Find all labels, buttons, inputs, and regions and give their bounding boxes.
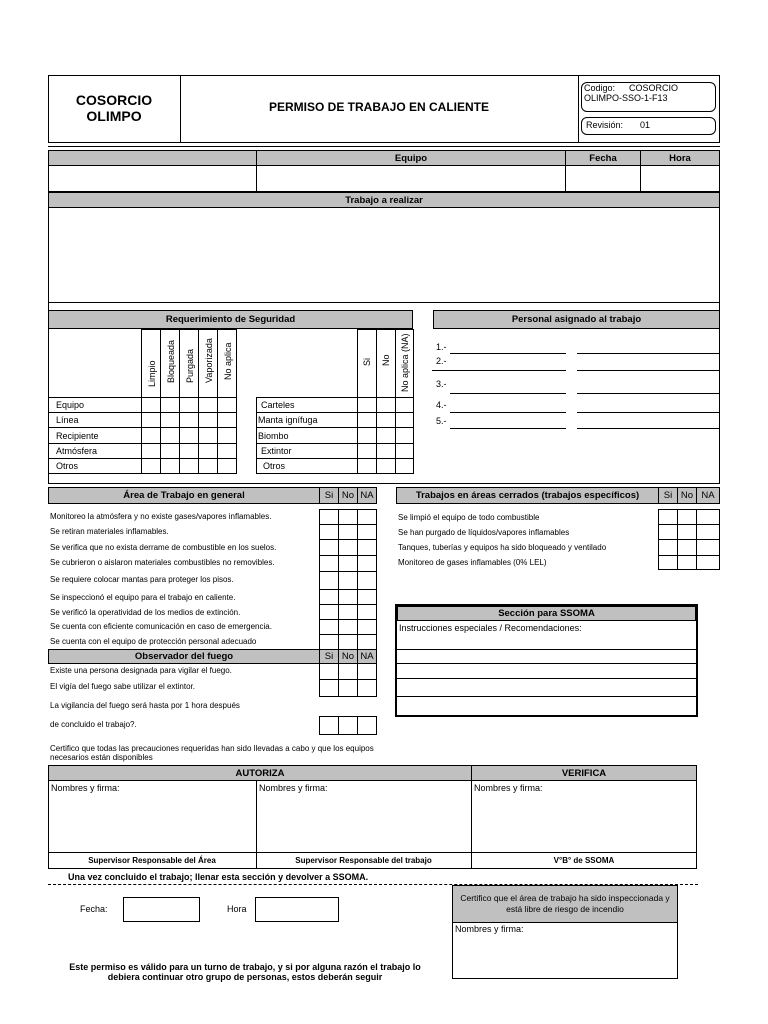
rule	[319, 524, 377, 525]
divider	[141, 397, 142, 474]
requirements-header: Requerimiento de Seguridad	[48, 310, 413, 329]
obs-check-grid-2[interactable]	[319, 716, 377, 735]
obs-na: NA	[357, 649, 377, 664]
area-item-1: Monitoreo la atmósfera y no existe gases/vapores inflamables.	[50, 512, 272, 521]
ssoma-line[interactable]	[397, 696, 696, 697]
area-check-grid[interactable]	[319, 509, 377, 650]
req-row-otros2: Otros	[263, 461, 286, 471]
rule	[256, 443, 414, 444]
obs-item-2: El vigía del fuego sabe utilizar el extintor.	[50, 682, 195, 691]
col-bloqueada: Bloqueada	[166, 339, 176, 383]
rule	[319, 619, 377, 620]
company-name: COSORCIO OLIMPO	[75, 92, 153, 124]
area-item-9: Se cuenta con el equipo de protección personal adecuado	[50, 637, 257, 646]
autoriza-header: AUTORIZA	[48, 765, 472, 781]
nombres-trabajo: Nombres y firma:	[259, 783, 328, 793]
ssoma-line[interactable]	[397, 663, 696, 664]
divider	[338, 716, 339, 735]
ssoma-line[interactable]	[397, 649, 696, 650]
cerrados-item-1: Se limpió el equipo de todo combustible	[398, 513, 540, 522]
cerrados-no: No	[677, 487, 697, 504]
rule	[319, 634, 377, 635]
personal-line[interactable]	[432, 370, 566, 371]
personal-line[interactable]	[577, 353, 720, 354]
area-item-6: Se inspeccionó el equipo para el trabajo en caliente.	[50, 593, 236, 602]
hora-input[interactable]	[640, 165, 720, 192]
rule	[319, 571, 377, 572]
rule	[256, 458, 414, 459]
trabajo-textarea[interactable]	[48, 207, 720, 303]
rule	[319, 604, 377, 605]
area-no: No	[338, 487, 358, 504]
revision-label: Revisión:	[586, 120, 624, 130]
divider	[338, 509, 339, 650]
closing-nombres: Nombres y firma:	[455, 924, 524, 934]
validity-note: Este permiso es válido para un turno de trabajo, y si por alguna razón el trabajo lo debiera continuar otro grupo de personas, estos deberán seguir	[69, 962, 421, 982]
divider	[357, 509, 358, 650]
rule	[319, 589, 377, 590]
req-row-recipiente: Recipiente	[56, 431, 99, 441]
sup-area-label: Supervisor Responsable del Área	[88, 856, 216, 865]
nombres-area: Nombres y firma:	[51, 783, 120, 793]
req-row-linea: Línea	[56, 415, 79, 425]
rule	[48, 458, 237, 459]
trabajo-header: Trabajo a realizar	[48, 192, 720, 208]
closing-hora-input[interactable]	[255, 897, 339, 922]
personal-line[interactable]	[450, 428, 566, 429]
ssoma-line[interactable]	[397, 678, 696, 679]
req-row-extintor: Extintor	[261, 446, 292, 456]
divider	[357, 716, 358, 735]
area-item-5: Se requiere colocar mantas para proteger los pisos.	[50, 575, 234, 584]
rule	[658, 555, 720, 556]
cerrados-item-4: Monitoreo de gases inflamables (0% LEL)	[398, 558, 547, 567]
area-item-2: Se retiran materiales inflamables.	[50, 527, 169, 536]
nombres-ssoma: Nombres y firma:	[474, 783, 543, 793]
form-title: PERMISO DE TRABAJO EN CALIENTE	[268, 100, 490, 114]
rule	[48, 146, 720, 147]
sup-trabajo-label: Supervisor Responsable del trabajo	[295, 856, 432, 865]
obs-no: No	[338, 649, 358, 664]
closing-fecha-label: Fecha:	[80, 904, 108, 914]
ssoma-header: Sección para SSOMA	[397, 606, 696, 621]
rule	[48, 483, 720, 484]
personal-line[interactable]	[450, 353, 566, 354]
closing-hora-label: Hora	[227, 904, 247, 914]
hora-header: Hora	[640, 150, 720, 166]
fecha-header: Fecha	[565, 150, 641, 166]
col-si: Si	[362, 357, 372, 366]
col-na: No aplica (NA)	[400, 333, 410, 392]
personal-line[interactable]	[577, 370, 720, 371]
equipo-header: Equipo	[256, 150, 566, 166]
divider	[357, 663, 358, 697]
col-no-aplica: No aplica	[223, 342, 233, 380]
col-no: No	[381, 354, 391, 366]
col-purgada: Purgada	[185, 348, 195, 383]
col-vaporizada: Vaporizada	[204, 338, 214, 383]
code-label: Codigo:	[584, 83, 616, 93]
divider	[578, 75, 579, 143]
revision-value: 01	[640, 120, 651, 130]
req-row-otros: Otros	[56, 461, 79, 471]
rule	[319, 539, 377, 540]
fecha-input[interactable]	[565, 165, 641, 192]
area-na: NA	[357, 487, 377, 504]
personal-line[interactable]	[577, 428, 720, 429]
personal-5: 5.-	[436, 416, 447, 426]
cerrados-si: Si	[658, 487, 678, 504]
ssoma-instructions: Instrucciones especiales / Recomendaciones:	[399, 623, 582, 633]
personal-header: Personal asignado al trabajo	[433, 310, 720, 329]
obs-item-4: de concluido el trabajo?.	[50, 720, 137, 729]
req-row-carteles: Carteles	[261, 400, 295, 410]
req-row-atmosfera: Atmósfera	[56, 446, 98, 456]
req-row-manta: Manta ignífuga	[258, 415, 318, 425]
personal-line[interactable]	[577, 412, 720, 413]
certify-area-box: Certifico que el área de trabajo ha sido inspeccionada y está libre de riesgo de incendio	[452, 885, 678, 923]
personal-2: 2.-	[436, 356, 447, 366]
closing-instruction: Una vez concluido el trabajo; llenar esta sección y devolver a SSOMA.	[68, 872, 369, 882]
cerrados-header: Trabajos en áreas cerrados (trabajos específicos)	[396, 487, 659, 504]
cerrados-item-3: Tanques, tuberías y equipos ha sido bloqueado y ventilado	[398, 543, 607, 552]
obs-check-grid[interactable]	[319, 663, 377, 697]
verifica-header: VERIFICA	[471, 765, 697, 781]
personal-line[interactable]	[450, 393, 566, 394]
rule	[658, 539, 720, 540]
req-row-equipo: Equipo	[56, 400, 85, 410]
col-limpio: Limpio	[147, 360, 157, 387]
observador-header: Observador del fuego	[48, 649, 320, 664]
closing-fecha-input[interactable]	[123, 897, 200, 922]
rule	[256, 412, 414, 413]
divider	[357, 397, 358, 474]
divider	[338, 663, 339, 697]
area-item-4: Se cubrieron o aislaron materiales combustibles no removibles.	[50, 558, 275, 567]
personal-1: 1.-	[436, 342, 447, 352]
certify-text: Certifico que todas las precauciones requeridas han sido llevadas a cabo y que los equipos necesarios están disponibles	[50, 744, 374, 762]
obs-item-1: Existe una persona designada para vigilar el fuego.	[50, 666, 232, 675]
equipo-input[interactable]	[256, 165, 566, 192]
rule	[319, 679, 377, 680]
cerrados-item-2: Se han purgado de líquidos/vapores inflamables	[398, 528, 570, 537]
personal-line[interactable]	[577, 393, 720, 394]
personal-3: 3.-	[436, 379, 447, 389]
area-item-3: Se verifica que no exista derrame de combustible en los suelos.	[50, 543, 277, 552]
obs-item-3: La vigilancia del fuego será hasta por 1 hora después	[50, 701, 240, 710]
obs-si: Si	[319, 649, 339, 664]
req-row-biombo: Biombo	[258, 431, 289, 441]
area-item-8: Se cuenta con eficiente comunicación en caso de emergencia.	[50, 622, 272, 631]
rule	[658, 524, 720, 525]
equipo-header-left	[48, 150, 257, 166]
area-si: Si	[319, 487, 339, 504]
rule	[48, 427, 237, 428]
area-item-7: Se verificó la operatividad de los medios de extinción.	[50, 608, 241, 617]
equipo-input-left[interactable]	[48, 165, 257, 192]
personal-line[interactable]	[450, 412, 566, 413]
personal-4: 4.-	[436, 400, 447, 410]
rule	[319, 555, 377, 556]
rule	[48, 412, 237, 413]
rule	[256, 427, 414, 428]
area-general-header: Área de Trabajo en general	[48, 487, 320, 504]
rule	[48, 443, 237, 444]
cerrados-na: NA	[696, 487, 720, 504]
vb-ssoma-label: V°B° de SSOMA	[553, 856, 615, 865]
code-value: COSORCIO OLIMPO-SSO-1-F13	[584, 83, 679, 103]
